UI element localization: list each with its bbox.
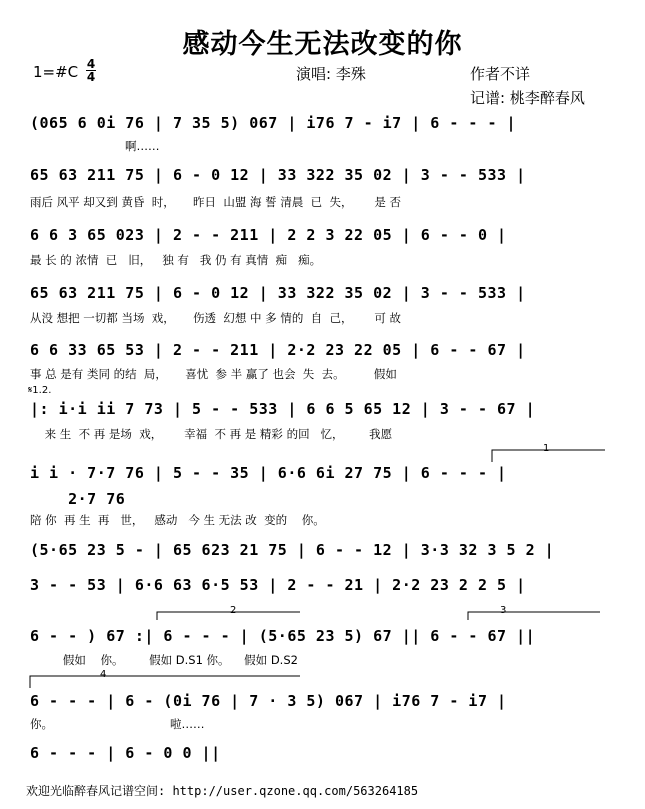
notation-line-7: i i · 7·7 76 | 5 - - 35 | 6·6 6i 27 75 | 6 - - - | bbox=[30, 464, 507, 482]
notation-line-10: 6 - - ) 67 :| 6 - - - | (5·65 23 5) 67 || 6 - - 67 || bbox=[30, 627, 536, 645]
composer: 作者不详 bbox=[470, 65, 531, 83]
song-title: 感动今生无法改变的你 bbox=[182, 29, 463, 60]
notation-line-4: 65 63 211 75 | 6 - 0 12 | 33 322 35 02 | 3 - - 533 | bbox=[30, 284, 526, 302]
time-signature-bottom: 4 bbox=[86, 70, 96, 84]
lyric-line-6: 来 生 不 再 是场 戏， 幸福 不 再 是 精彩 的回 忆， 我愿 bbox=[30, 427, 393, 441]
notation-line-9: 3 - - 53 | 6·6 63 6·5 53 | 2 - - 21 | 2·2 23 2 2 5 | bbox=[30, 576, 526, 594]
notation-line-7-alt: 2·7 76 bbox=[30, 490, 126, 508]
notation-line-8: (5·65 23 5 - | 65 623 21 75 | 6 - - 12 | 3·3 32 3 5 2 | bbox=[30, 541, 555, 559]
notation-line-6: |: i·i ii 7 73 | 5 - - 533 | 6 6 5 65 12 | 3 - - 67 | bbox=[30, 400, 536, 418]
lyric-line-3: 最 长 的 浓情 已 旧， 独 有 我 仍 有 真情 痴 痴。 bbox=[30, 253, 322, 267]
notation-line-12: 6 - - - | 6 - 0 0 || bbox=[30, 744, 221, 762]
volta-4-label: 4 bbox=[100, 669, 107, 680]
segno-label: 𝄋1.2. bbox=[28, 385, 52, 396]
time-signature-top: 4 bbox=[86, 57, 96, 71]
transcriber: 记谱: 桃李醉春风 bbox=[470, 89, 585, 107]
volta-2-label: 2 bbox=[230, 605, 237, 616]
volta-3-bracket bbox=[468, 612, 600, 620]
notation-line-2: 65 63 211 75 | 6 - 0 12 | 33 322 35 02 | 3 - - 533 | bbox=[30, 166, 526, 184]
volta-2-bracket bbox=[157, 612, 300, 620]
volta-3-label: 3 bbox=[500, 605, 507, 616]
lyric-line-5: 事 总 是有 类同 的结 局， 喜忧 参 半 赢了 也会 失 去。 假如 bbox=[30, 367, 397, 381]
key-signature: 1=#C bbox=[33, 63, 79, 81]
notation-line-3: 6 6 3 65 023 | 2 - - 211 | 2 2 3 22 05 | 6 - - 0 | bbox=[30, 226, 507, 244]
lyric-line-4: 从没 想把 一切都 当场 戏， 伤透 幻想 中 多 情的 自 己， 可 故 bbox=[30, 311, 402, 325]
lyric-line-2: 雨后 风平 却又到 黄昏 时， 昨日 山盟 海 誓 清晨 已 失， 是 否 bbox=[30, 195, 402, 209]
lyric-line-10: 假如 你。 假如 D.S1 你。 假如 D.S2 bbox=[30, 653, 298, 667]
notation-line-5: 6 6 33 65 53 | 2 - - 211 | 2·2 23 22 05 | 6 - - 67 | bbox=[30, 341, 526, 359]
volta-4-bracket bbox=[30, 676, 300, 688]
notation-line-1: (065 6 0i 76 | 7 35 5) 067 | i76 7 - i7 | 6 - - - | bbox=[30, 114, 517, 132]
volta-1-label: 1 bbox=[543, 443, 550, 454]
lyric-line-1: 啊…… bbox=[30, 139, 160, 153]
lyric-line-11: 你。 啦…… bbox=[30, 717, 205, 731]
notation-line-11: 6 - - - | 6 - (0i 76 | 7 · 3 5) 067 | i76 7 - i7 | bbox=[30, 692, 507, 710]
singer: 演唱: 李殊 bbox=[296, 65, 366, 83]
lyric-line-7: 陪 你 再 生 再 世， 感动 今 生 无法 改 变的 你。 bbox=[30, 513, 325, 527]
footer-credit: 欢迎光临醉春风记谱空间: http://user.qzone.qq.com/563264185 bbox=[26, 784, 419, 798]
